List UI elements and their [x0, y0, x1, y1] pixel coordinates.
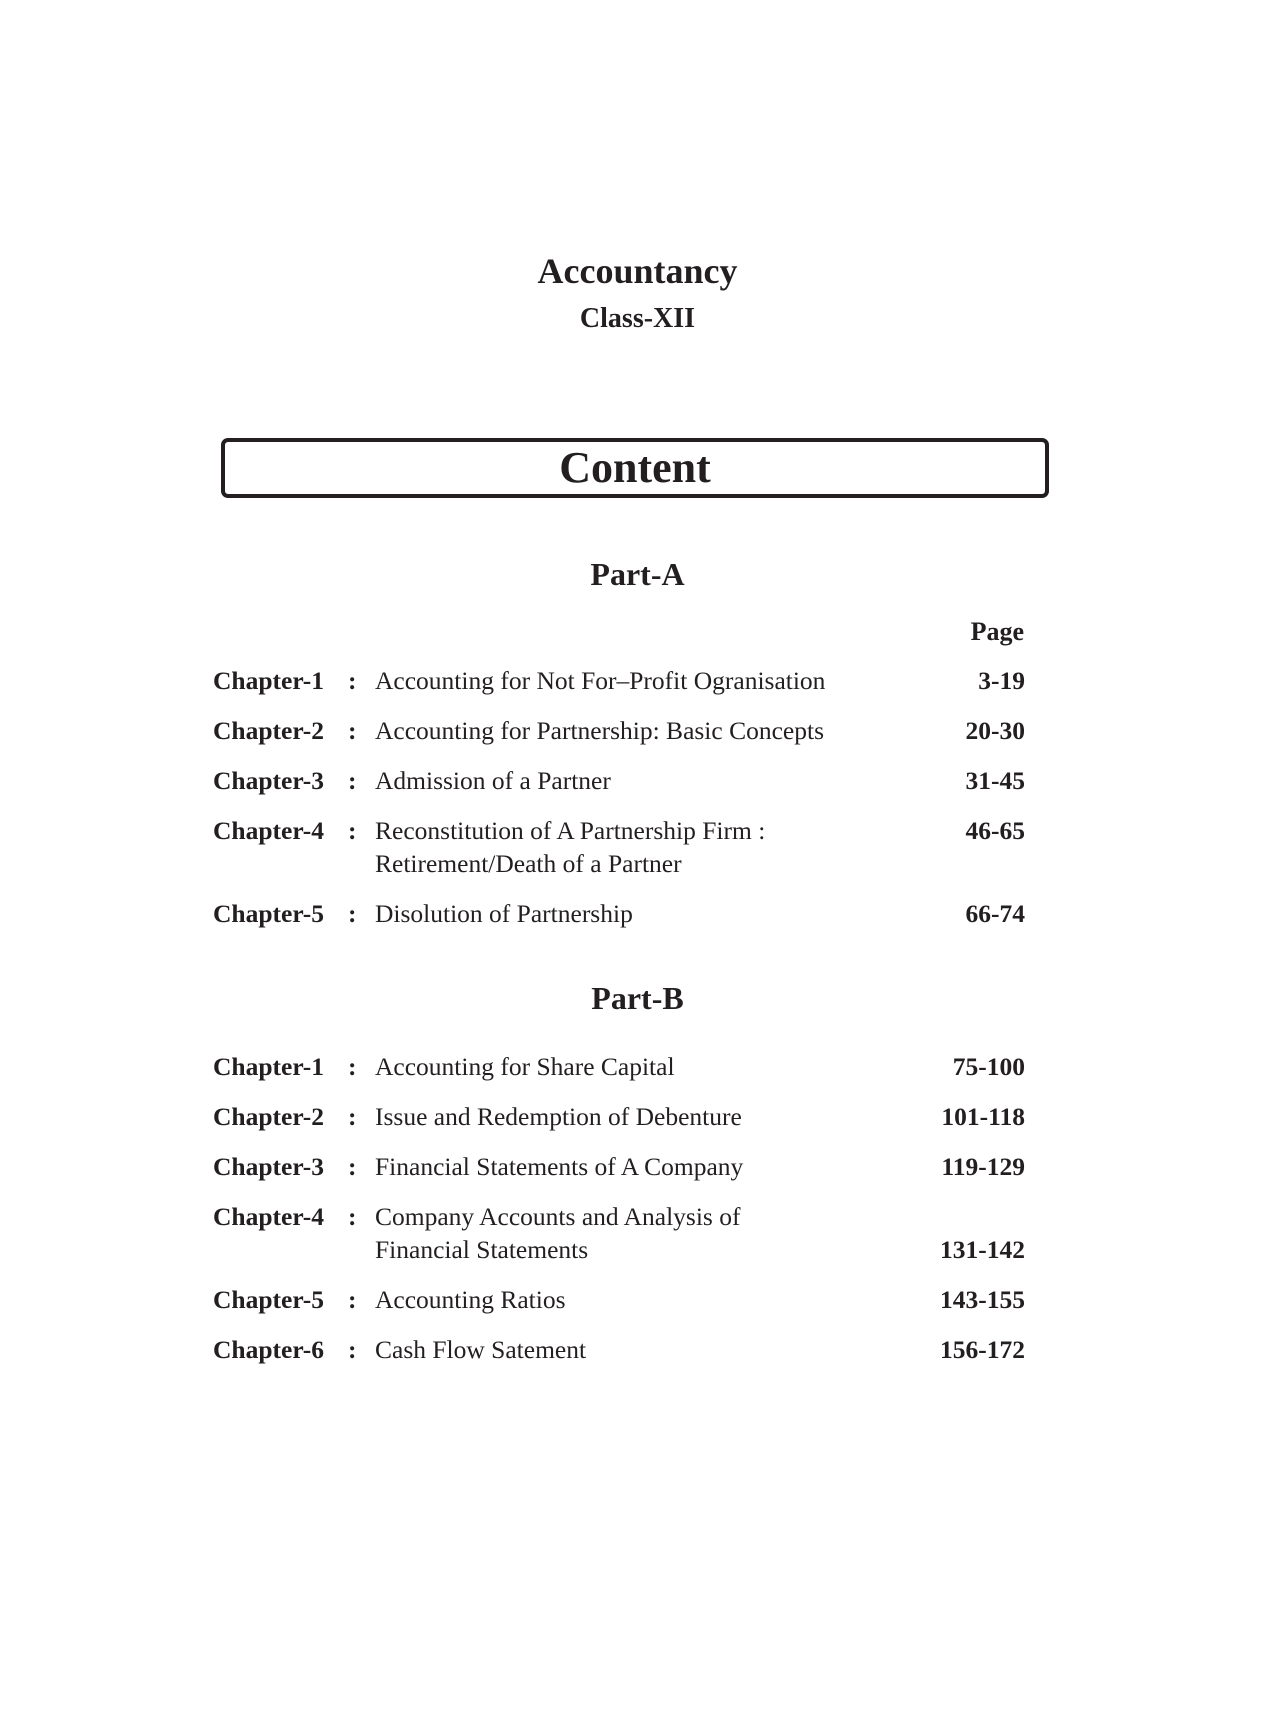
chapter-number: Chapter-2: [213, 1102, 324, 1131]
page-range: 20-30: [965, 716, 1025, 745]
part-b-heading: Part-B: [591, 980, 684, 1016]
page-range: 131-142: [940, 1235, 1025, 1264]
chapter-title-line: Company Accounts and Analysis of: [375, 1202, 741, 1231]
chapter-title: [375, 1100, 855, 1133]
page-range: 46-65: [965, 816, 1025, 845]
chapter-title-line: Disolution of Partnership: [375, 899, 633, 928]
chapter-number: Chapter-5: [213, 1285, 324, 1314]
chapter-title: [375, 714, 855, 747]
chapter-number: Chapter-4: [213, 1202, 324, 1231]
part-a-chapter-list: [213, 664, 1025, 947]
chapter-title: [375, 814, 855, 880]
chapter-title: [375, 1050, 855, 1083]
toc-entry: [213, 1150, 1025, 1183]
chapter-number: Chapter-5: [213, 899, 324, 928]
page-range: 101-118: [941, 1102, 1025, 1131]
page-range: 143-155: [940, 1285, 1025, 1314]
page-range: 156-172: [940, 1335, 1025, 1364]
content-title: Content: [559, 443, 711, 492]
toc-entry: [213, 814, 1025, 880]
separator-colon: :: [348, 1335, 357, 1364]
chapter-number: Chapter-4: [213, 816, 324, 845]
toc-entry: [213, 1200, 1025, 1266]
chapter-title-line: Accounting for Not For–Profit Ogranisation: [375, 666, 826, 695]
chapter-title-line: Financial Statements of A Company: [375, 1152, 744, 1181]
part-b-chapter-list: [213, 1050, 1025, 1383]
chapter-title-line: Accounting Ratios: [375, 1285, 566, 1314]
page-range: 66-74: [965, 899, 1025, 928]
separator-colon: :: [348, 816, 357, 845]
class-label: Class-XII: [579, 303, 696, 334]
toc-entry: [213, 764, 1025, 797]
chapter-number: Chapter-3: [213, 1152, 324, 1181]
chapter-title-line: Admission of a Partner: [375, 766, 611, 795]
chapter-title-line: Accounting for Partnership: Basic Concepts: [375, 716, 824, 745]
chapter-title: [375, 764, 855, 797]
toc-entry: [213, 1100, 1025, 1133]
chapter-title-line: Cash Flow Satement: [375, 1335, 587, 1364]
chapter-title: [375, 664, 855, 697]
subject-title: Accountancy: [537, 251, 738, 291]
chapter-title: [375, 1150, 855, 1183]
separator-colon: :: [348, 766, 357, 795]
separator-colon: :: [348, 1152, 357, 1181]
chapter-title: [375, 1333, 855, 1366]
chapter-title: [375, 1283, 855, 1316]
chapter-title-line: Accounting for Share Capital: [375, 1052, 675, 1081]
chapter-title-line: Retirement/Death of a Partner: [375, 849, 682, 878]
separator-colon: :: [348, 1052, 357, 1081]
content-title-box: [221, 438, 1049, 498]
separator-colon: :: [348, 1202, 357, 1231]
chapter-number: Chapter-2: [213, 716, 324, 745]
page-range: 119-129: [941, 1152, 1025, 1181]
toc-entry: [213, 1333, 1025, 1366]
separator-colon: :: [348, 1285, 357, 1314]
part-a-heading: Part-A: [590, 556, 685, 592]
toc-entry: [213, 1050, 1025, 1083]
separator-colon: :: [348, 666, 357, 695]
toc-entry: [213, 714, 1025, 747]
chapter-title-line: Reconstitution of A Partnership Firm :: [375, 816, 766, 845]
page-range: 75-100: [952, 1052, 1025, 1081]
chapter-title: [375, 1200, 855, 1266]
page-range: 31-45: [965, 766, 1025, 795]
chapter-number: Chapter-6: [213, 1335, 324, 1364]
toc-entry: [213, 664, 1025, 697]
toc-entry: [213, 897, 1025, 930]
chapter-title-line: Financial Statements: [375, 1235, 589, 1264]
separator-colon: :: [348, 716, 357, 745]
chapter-number: Chapter-3: [213, 766, 324, 795]
page-range: 3-19: [978, 666, 1025, 695]
separator-colon: :: [348, 899, 357, 928]
page-column-header: Page: [970, 617, 1024, 646]
chapter-title: [375, 897, 855, 930]
chapter-title-line: Issue and Redemption of Debenture: [375, 1102, 742, 1131]
separator-colon: :: [348, 1102, 357, 1131]
toc-entry: [213, 1283, 1025, 1316]
chapter-number: Chapter-1: [213, 666, 324, 695]
chapter-number: Chapter-1: [213, 1052, 324, 1081]
